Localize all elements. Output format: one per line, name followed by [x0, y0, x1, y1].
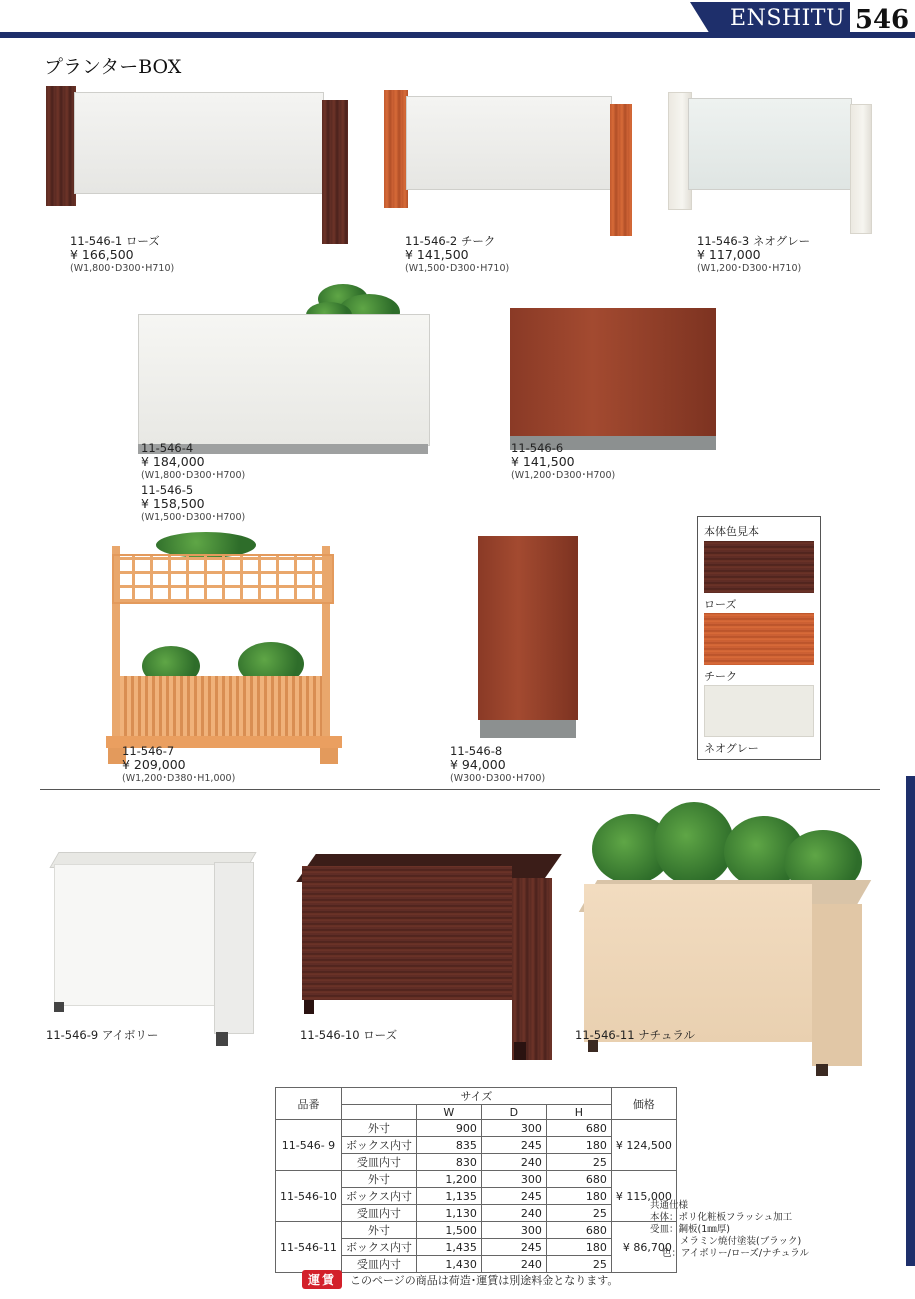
- cell-part: 受皿内寸: [341, 1154, 416, 1171]
- cell-d: 300: [481, 1171, 546, 1188]
- product-image-11-546-1: [46, 86, 350, 246]
- cell-w: 1,130: [416, 1205, 481, 1222]
- col-header-size: サイズ: [341, 1088, 611, 1105]
- common-spec-notes: [650, 1200, 809, 1260]
- shipping-text: このページの商品は荷造･運賃は別途料金となります。: [350, 1274, 619, 1287]
- product-code: 11-546-7: [122, 744, 175, 758]
- swatch-label-teak: チーク: [704, 670, 737, 683]
- cell-h: 680: [546, 1120, 611, 1137]
- cell-h: 680: [546, 1222, 611, 1239]
- product-price: ¥ 117,000: [697, 247, 761, 262]
- col-header-part: [341, 1105, 416, 1120]
- product-dims: (W1,800･D300･H710): [70, 263, 175, 274]
- product-price: ¥ 141,500: [405, 247, 469, 262]
- product-dims: (W1,500･D300･H700): [141, 512, 246, 523]
- cell-price: ¥ 86,700: [611, 1222, 676, 1273]
- product-price: ¥ 141,500: [511, 454, 575, 469]
- product-price: ¥ 209,000: [122, 757, 186, 772]
- cell-w: 1,200: [416, 1171, 481, 1188]
- cell-w: 1,430: [416, 1256, 481, 1273]
- product-code: 11-546-8: [450, 744, 503, 758]
- col-header-price: 価格: [611, 1088, 676, 1120]
- product-caption-10: [300, 1028, 397, 1042]
- product-label: 11-546-11 ナチュラル: [575, 1028, 695, 1042]
- product-code: 11-546-2 チーク: [405, 234, 496, 248]
- table-row: [276, 1120, 677, 1137]
- cell-code: 11-546-11: [276, 1222, 342, 1273]
- product-image-11-546-6: [510, 308, 720, 454]
- swatch-label-neogray: ネオグレー: [704, 742, 759, 755]
- cell-code: 11-546- 9: [276, 1120, 342, 1171]
- product-code: 11-546-4: [141, 441, 194, 455]
- product-image-11-546-9: [48, 852, 254, 1050]
- col-header-d: D: [481, 1105, 546, 1120]
- product-image-11-546-3: [668, 92, 874, 237]
- cell-d: 300: [481, 1120, 546, 1137]
- color-swatch-panel: [697, 516, 821, 760]
- shipping-badge: 運賃: [302, 1270, 342, 1289]
- cell-w: 835: [416, 1137, 481, 1154]
- page-title: プランターBOX: [44, 56, 182, 78]
- cell-d: 245: [481, 1239, 546, 1256]
- product-caption-4: [141, 441, 245, 525]
- cell-code: 11-546-10: [276, 1171, 342, 1222]
- product-code: 11-546-1 ローズ: [70, 234, 160, 248]
- product-caption-11: [575, 1028, 695, 1042]
- product-dims: (W1,200･D300･H710): [697, 263, 802, 274]
- product-label: 11-546-9 アイボリー: [46, 1028, 159, 1042]
- product-caption-3: [697, 234, 810, 276]
- section-divider: [40, 789, 880, 790]
- product-caption-2: [405, 234, 509, 276]
- table-row: [276, 1222, 677, 1239]
- product-dims: (W300･D300･H700): [450, 773, 546, 784]
- product-label: 11-546-10 ローズ: [300, 1028, 398, 1042]
- cell-d: 300: [481, 1222, 546, 1239]
- product-price: ¥ 158,500: [141, 496, 205, 511]
- cell-w: 1,500: [416, 1222, 481, 1239]
- product-caption-6: [511, 441, 615, 483]
- swatch-teak: [704, 613, 814, 665]
- product-caption-7: [122, 744, 235, 786]
- product-caption-8: [450, 744, 545, 786]
- shipping-note: [302, 1270, 618, 1289]
- product-price: ¥ 166,500: [70, 247, 134, 262]
- col-header-h: H: [546, 1105, 611, 1120]
- swatch-rose: [704, 541, 814, 593]
- cell-part: ボックス内寸: [341, 1188, 416, 1205]
- cell-d: 240: [481, 1256, 546, 1273]
- cell-h: 180: [546, 1188, 611, 1205]
- swatch-label-rose: ローズ: [704, 598, 737, 611]
- cell-h: 25: [546, 1205, 611, 1222]
- product-image-11-546-7: [106, 530, 344, 766]
- cell-part: 受皿内寸: [341, 1205, 416, 1222]
- cell-d: 240: [481, 1205, 546, 1222]
- product-dims: (W1,800･D300･H700): [141, 470, 246, 481]
- notes-title: 共通仕様: [650, 1200, 689, 1211]
- notes-line: メラミン焼付塗装(ブラック): [680, 1236, 802, 1247]
- side-index-bar: [906, 776, 915, 1266]
- product-dims: (W1,200･D380･H1,000): [122, 773, 236, 784]
- cell-part: 受皿内寸: [341, 1256, 416, 1273]
- cell-part: ボックス内寸: [341, 1239, 416, 1256]
- cell-d: 240: [481, 1154, 546, 1171]
- cell-part: 外寸: [341, 1171, 416, 1188]
- notes-line: 本体：ポリ化粧板フラッシュ加工: [650, 1212, 793, 1223]
- cell-w: 1,135: [416, 1188, 481, 1205]
- cell-price: ¥ 124,500: [611, 1120, 676, 1171]
- product-dims: (W1,200･D300･H700): [511, 470, 616, 481]
- cell-d: 245: [481, 1188, 546, 1205]
- product-image-11-546-8: [478, 536, 580, 742]
- cell-d: 245: [481, 1137, 546, 1154]
- page-number: 546: [854, 5, 910, 35]
- cell-part: 外寸: [341, 1222, 416, 1239]
- brand-name: ENSHITU: [730, 6, 845, 31]
- cell-part: 外寸: [341, 1120, 416, 1137]
- cell-h: 180: [546, 1239, 611, 1256]
- cell-h: 180: [546, 1137, 611, 1154]
- notes-line: 色：アイボリー/ローズ/ナチュラル: [662, 1248, 810, 1259]
- cell-h: 25: [546, 1256, 611, 1273]
- product-caption-1: [70, 234, 174, 276]
- product-code: 11-546-3 ネオグレー: [697, 234, 811, 248]
- col-header-w: W: [416, 1105, 481, 1120]
- product-image-11-546-2: [384, 90, 634, 240]
- col-header-code: 品番: [276, 1088, 342, 1120]
- product-code: 11-546-6: [511, 441, 564, 455]
- cell-w: 830: [416, 1154, 481, 1171]
- notes-line: 受皿：鋼板(1㎜厚): [650, 1224, 730, 1235]
- cell-part: ボックス内寸: [341, 1137, 416, 1154]
- swatch-neogray: [704, 685, 814, 737]
- table-row: [276, 1171, 677, 1188]
- product-dims: (W1,500･D300･H710): [405, 263, 510, 274]
- cell-price: ¥ 115,000: [611, 1171, 676, 1222]
- product-price: ¥ 94,000: [450, 757, 506, 772]
- cell-h: 680: [546, 1171, 611, 1188]
- product-code: 11-546-5: [141, 483, 194, 497]
- spec-table: [275, 1087, 677, 1273]
- product-image-11-546-4: [138, 284, 430, 458]
- swatch-panel-title: 本体色見本: [704, 525, 759, 538]
- product-caption-9: [46, 1028, 158, 1042]
- cell-w: 1,435: [416, 1239, 481, 1256]
- cell-w: 900: [416, 1120, 481, 1137]
- product-price: ¥ 184,000: [141, 454, 205, 469]
- cell-h: 25: [546, 1154, 611, 1171]
